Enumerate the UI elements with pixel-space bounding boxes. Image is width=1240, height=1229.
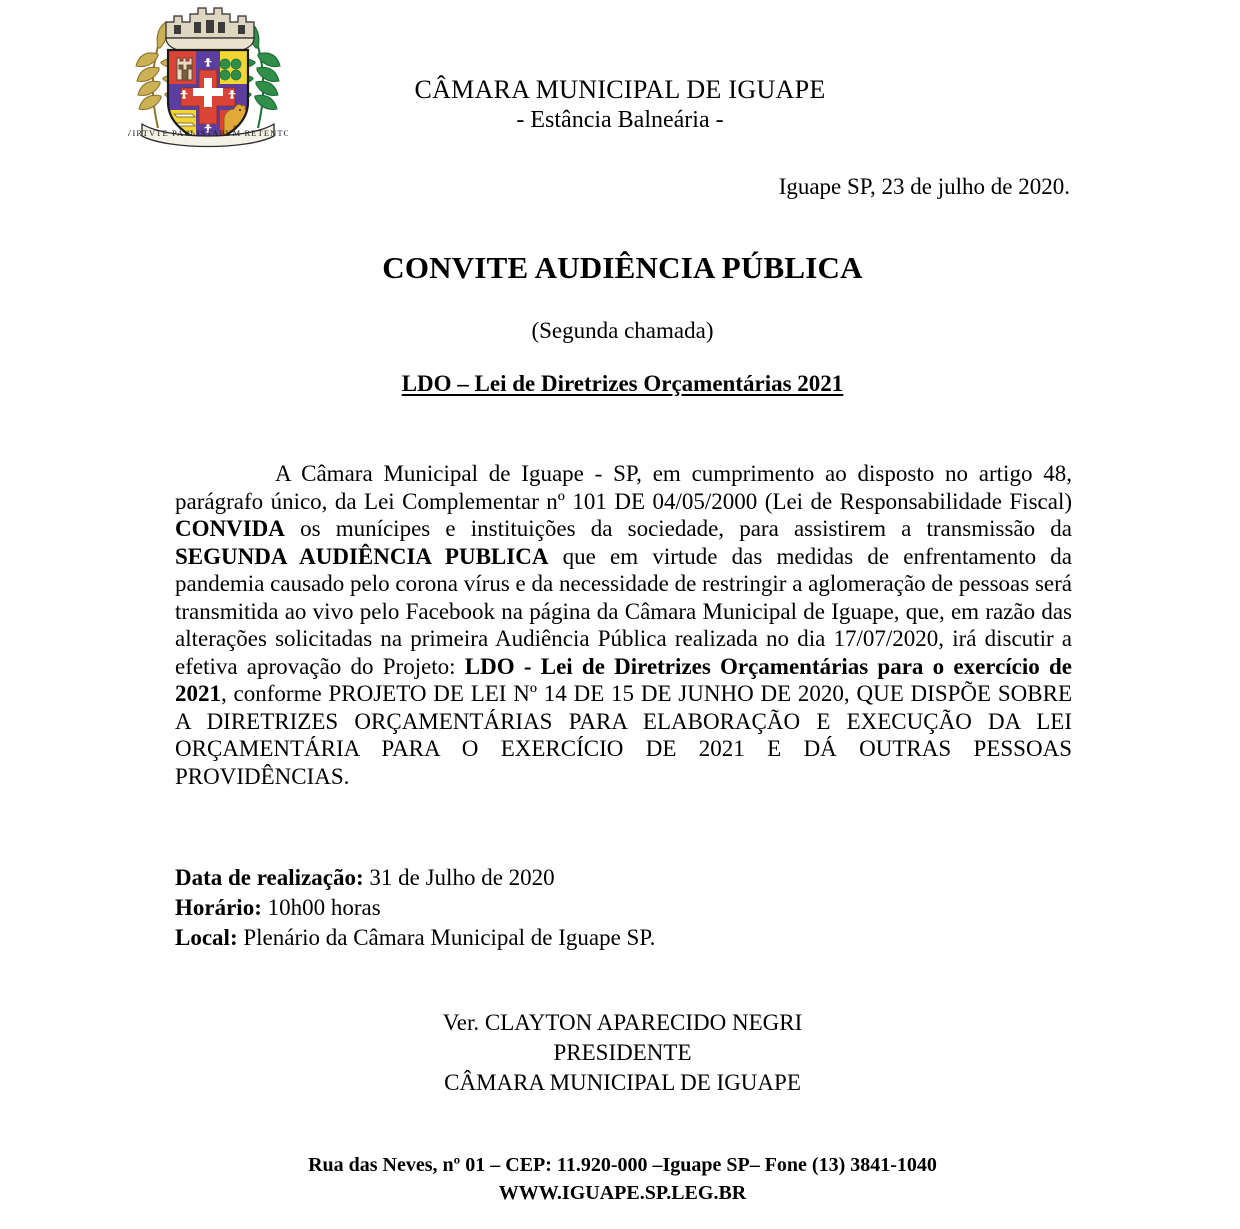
footer-website: WWW.IGUAPE.SP.LEG.BR bbox=[498, 1182, 747, 1204]
signature-name: Ver. CLAYTON APARECIDO NEGRI bbox=[442, 1010, 803, 1035]
institution-name: CÂMARA MUNICIPAL DE IGUAPE bbox=[414, 75, 826, 104]
crest-motto-text: VIRTVTE PAVLISTARVM RETENTO bbox=[128, 128, 288, 138]
detail-value-horario: 10h00 horas bbox=[261, 895, 381, 920]
detail-label-horario: Horário: bbox=[175, 895, 262, 920]
detail-row-horario bbox=[175, 893, 1072, 923]
body-part-1: A Câmara Municipal de Iguape - SP, em cumprimento ao disposto no artigo 48, parágrafo único, da Lei Complementar nº 101 DE 04/05/2000 (Lei de Responsabilidade Fiscal) bbox=[175, 461, 1072, 514]
subtitle-ldo-text: LDO – Lei de Diretrizes Orçamentárias 2021 bbox=[401, 371, 844, 396]
body-part-2: os munícipes e instituições da sociedade, para assistirem a transmissão da bbox=[284, 516, 1072, 541]
body-part-4: , conforme PROJETO DE LEI Nº 14 DE 15 DE JUNHO DE 2020, QUE DISPÕE SOBRE A DIRETRIZES ORÇAMENTÁRIAS PARA ELABORAÇÃO E EXECUÇÃO DA LEI ORÇAMENTÁRIA PARA O EXERCÍCIO DE 2021 E DÁ OUTRAS PESSOAS PROVIDÊNCIAS. bbox=[175, 681, 1072, 789]
page-title: CONVITE AUDIÊNCIA PÚBLICA bbox=[382, 250, 863, 285]
document-footer bbox=[175, 1151, 1070, 1207]
body-bold-ldo-exercicio: LDO - Lei de Diretrizes Orçamentárias para o exercício de 2021 bbox=[175, 653, 1072, 706]
header-titles bbox=[300, 74, 940, 135]
signature-organization: CÂMARA MUNICIPAL DE IGUAPE bbox=[444, 1070, 801, 1095]
institution-subtitle: - Estância Balneária - bbox=[516, 106, 724, 133]
detail-value-data: 31 de Julho de 2020 bbox=[363, 865, 555, 890]
body-part-3: que em virtude das medidas de enfrentamento da pandemia causado pelo corona vírus e da necessidade de restringir a aglomeração de pessoas será transmitida ao vivo pelo Facebook na página da Câmara Municipal de Iguape, que, em razão das alterações solicitadas na primeira Audiência Pública realizada no dia 17/07/2020, irá discutir a efetiva aprovação do Projeto: bbox=[175, 543, 1072, 679]
event-details bbox=[175, 863, 1072, 953]
subtitle-call: (Segunda chamada) bbox=[531, 318, 714, 343]
body-bold-segunda-audiencia: SEGUNDA AUDIÊNCIA PUBLICA bbox=[175, 543, 549, 569]
subtitle-ldo bbox=[175, 371, 1070, 397]
detail-value-local: Plenário da Câmara Municipal de Iguape SP. bbox=[237, 925, 656, 950]
detail-label-data: Data de realização: bbox=[175, 865, 364, 890]
footer-address: Rua das Neves, nº 01 – CEP: 11.920-000 –Iguape SP– Fone (13) 3841-1040 bbox=[308, 1154, 937, 1176]
date-line: Iguape SP, 23 de julho de 2020. bbox=[778, 174, 1070, 199]
detail-row-local bbox=[175, 923, 1072, 953]
signature-block bbox=[175, 1008, 1070, 1098]
document-header bbox=[0, 0, 1240, 160]
body-paragraph bbox=[175, 460, 1072, 790]
detail-row-data bbox=[175, 863, 1072, 893]
detail-label-local: Local: bbox=[175, 925, 238, 950]
signature-role: PRESIDENTE bbox=[553, 1040, 692, 1065]
coat-of-arms-icon bbox=[128, 6, 288, 154]
body-bold-convida: CONVIDA bbox=[175, 516, 285, 541]
